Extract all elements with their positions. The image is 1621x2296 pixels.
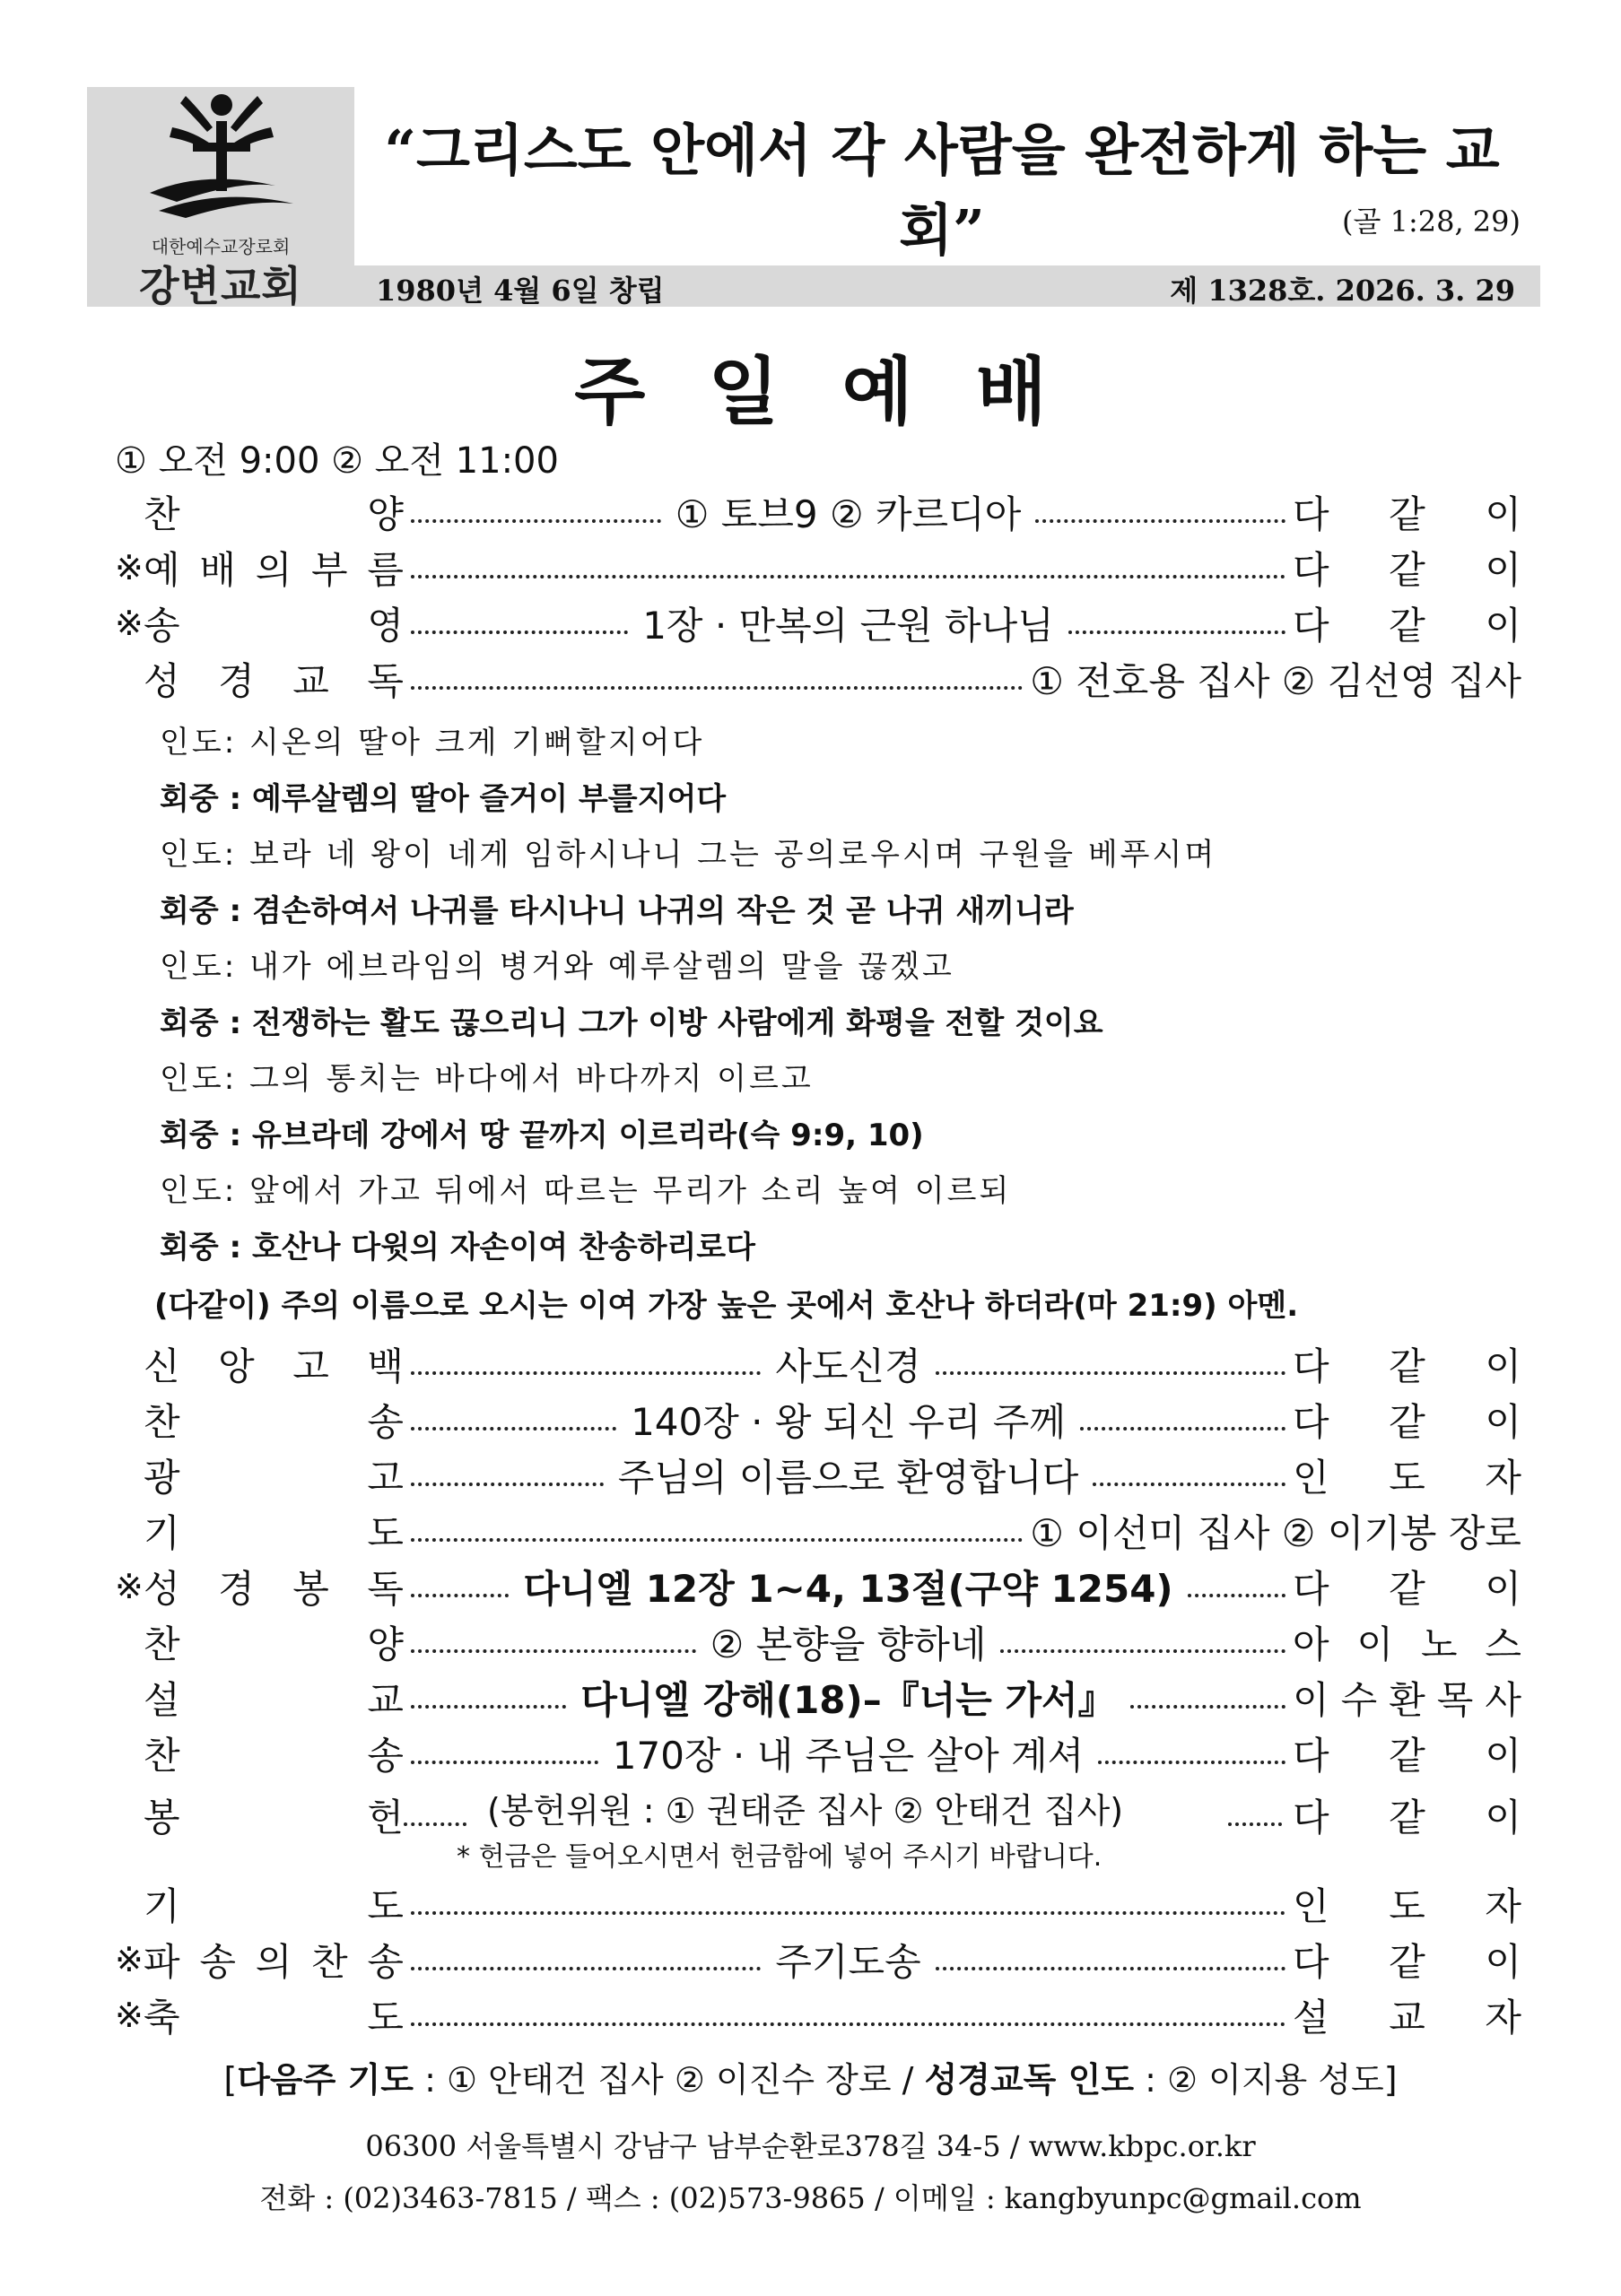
page-title: 주일예배 [574, 350, 1110, 435]
order-row [115, 1616, 1521, 1668]
order-right-char: 다 [1293, 1796, 1329, 1839]
order-label-char: 경 [218, 1567, 255, 1611]
order-label-char: 신 [144, 1344, 180, 1388]
leader-dots [411, 1911, 1285, 1915]
order-item: 주기도송 [775, 1940, 921, 1984]
service-times: ① 오전 9:00 ② 오전 11:00 [115, 440, 559, 482]
order-right-char: 같 [1389, 548, 1425, 592]
order-mark: ※ [115, 548, 144, 587]
reading-congregation: 회중 : 호산나 다윗의 자손이여 찬송하리로다 [160, 1229, 755, 1265]
order-right-char: 아 [1293, 1622, 1329, 1666]
order-label-char: 부 [311, 548, 348, 592]
reading-leader: 인도: 앞에서 가고 뒤에서 따르는 무리가 소리 높여 이르되 [160, 1173, 1012, 1209]
order-label-char: 찬 [144, 1400, 180, 1444]
order-right-char: 교 [1389, 1996, 1425, 2039]
order-label [144, 596, 404, 650]
order-row [115, 1727, 1521, 1779]
order-label [144, 1615, 404, 1669]
order-label-char: 찬 [144, 492, 180, 536]
leader-dots [1228, 1822, 1282, 1826]
offering-note: * 헌금은 들어오시면서 헌금함에 넣어 주시기 바랍니다. [457, 1841, 1102, 1873]
order-label-char: 도 [367, 1884, 404, 1928]
order-right-char: 자 [1485, 1456, 1521, 1500]
leader-dots [411, 686, 1023, 690]
offering-committee: (봉헌위원 : ① 권태준 집사 ② 안태건 집사) [487, 1791, 1124, 1831]
order-item: 1장 · 만복의 근원 하나님 [642, 604, 1054, 648]
order-right-char: 같 [1389, 1344, 1425, 1388]
order-label-char: 양 [367, 1622, 404, 1666]
leader-dots [1080, 1427, 1285, 1431]
order-label [144, 485, 404, 539]
order-row [115, 542, 1521, 594]
reading-leader: 인도: 내가 에브라임의 병거와 예루살렘의 말을 끊겠고 [160, 949, 954, 985]
order-right-char: 이 [1485, 548, 1521, 592]
order-right-char: 이 [1485, 1567, 1521, 1611]
order-label-char: 찬 [311, 1940, 348, 1984]
order-label-char: 찬 [144, 1622, 180, 1666]
reading-leader: 인도: 보라 네 왕이 네게 임하시나니 그는 공의로우시며 구원을 베푸시며 [160, 837, 1217, 873]
order-row [115, 486, 1521, 538]
order-leader [1293, 485, 1521, 539]
leader-dots [1130, 1705, 1285, 1709]
order-mark: ※ [115, 604, 144, 643]
reading-congregation: 회중 : 유브라데 강에서 땅 끝까지 이르리라(슥 9:9, 10) [160, 1117, 924, 1153]
order-label-char: 경 [218, 659, 255, 703]
order-right-char: 다 [1293, 492, 1329, 536]
order-label [144, 1504, 404, 1558]
order-row [115, 1561, 1521, 1613]
order-label-char: 봉 [144, 1796, 180, 1839]
order-label-char: 송 [367, 1734, 404, 1778]
order-label-char: 양 [367, 492, 404, 536]
order-right-char: 자 [1485, 1996, 1521, 2039]
reading-unison: (다같이) 주의 이름으로 오시는 이여 가장 높은 곳에서 호산나 하더라(마 21:9) 아멘. [154, 1288, 1299, 1324]
order-leader [1293, 1933, 1521, 1987]
order-label-char: 파 [144, 1940, 180, 1984]
order-label-char: 기 [144, 1511, 180, 1555]
order-label-char: 설 [144, 1678, 180, 1722]
order-row [115, 1989, 1521, 2041]
order-label-char: 봉 [292, 1567, 329, 1611]
leader-dots [1093, 1483, 1285, 1486]
order-right-char: 노 [1420, 1622, 1458, 1666]
order-label-char: 헌 [367, 1796, 404, 1839]
leader-dots [1098, 1761, 1285, 1764]
order-right-char: 다 [1293, 1400, 1329, 1444]
order-label [144, 1933, 404, 1987]
order-right-char: 이 [1485, 604, 1521, 648]
order-right-char: 이 [1485, 1734, 1521, 1778]
church-affiliation: 대한예수교장로회 [151, 236, 291, 257]
order-label [144, 1393, 404, 1447]
next-prayer-label: 다음주 기도 [237, 2060, 414, 2100]
order-leader [1293, 1393, 1521, 1447]
leader-dots [411, 1649, 696, 1653]
order-right-char: 같 [1389, 604, 1425, 648]
order-right-char: 스 [1485, 1622, 1521, 1666]
leader-dots [411, 575, 1285, 578]
order-label [144, 1726, 404, 1780]
order-label [144, 1877, 404, 1931]
order-right-char: 같 [1389, 1796, 1425, 1839]
church-address: 06300 서울특별시 강남구 남부순환로378길 34-5 / www.kbpc.or.kr [365, 2129, 1256, 2163]
order-item: 주님의 이름으로 환영합니다 [617, 1456, 1079, 1500]
order-right-char: 같 [1389, 1400, 1425, 1444]
leader-dots [411, 1761, 598, 1764]
order-right-char: 같 [1389, 1734, 1425, 1778]
order-leader [1293, 1726, 1521, 1780]
order-row [115, 1934, 1521, 1986]
leader-dots [1000, 1649, 1285, 1653]
order-label-char: 성 [144, 659, 180, 703]
leader-dots [411, 2022, 1285, 2026]
leader-dots [411, 631, 628, 634]
order-row [115, 1672, 1521, 1724]
leader-dots [411, 1594, 509, 1597]
church-logo-block [87, 87, 354, 310]
order-label-char: 기 [144, 1884, 180, 1928]
order-label-char: 축 [144, 1996, 180, 2039]
order-leader [1293, 1560, 1521, 1613]
order-label-char: 송 [199, 1940, 236, 1984]
order-right-char: 자 [1485, 1884, 1521, 1928]
order-row [115, 1505, 1521, 1557]
order-right-char: 다 [1293, 604, 1329, 648]
order-label-char: 고 [367, 1456, 404, 1500]
order-label-char: 독 [367, 1567, 404, 1611]
order-right-char: 다 [1293, 548, 1329, 592]
order-label-char: 교 [292, 659, 329, 703]
order-item: 140장 · 왕 되신 우리 주께 [631, 1400, 1066, 1444]
church-motto: “그리스도 안에서 각 사람을 완전하게 하는 교회” [384, 117, 1500, 263]
order-label-char: 도 [367, 1996, 404, 2039]
order-right-char: 다 [1293, 1344, 1329, 1388]
reading-leader: 인도: 시온의 딸아 크게 기뻐할지어다 [160, 725, 705, 761]
leader-dots [1068, 631, 1285, 634]
order-item: 다니엘 강해(18)–『너는 가서』 [580, 1678, 1116, 1722]
order-label-char: 배 [199, 548, 236, 592]
order-label-char: 고 [292, 1344, 329, 1388]
order-leader [1293, 1448, 1521, 1502]
order-row [115, 1878, 1521, 1930]
order-label-char: 백 [367, 1344, 404, 1388]
order-label-char: 성 [144, 1567, 180, 1611]
order-right-char: 같 [1389, 492, 1425, 536]
order-right-char: 이 [1485, 1940, 1521, 1984]
order-label-char: 앙 [218, 1344, 255, 1388]
reading-leader: 인도: 그의 통치는 바다에서 바다까지 이르고 [160, 1061, 814, 1097]
order-leader [1293, 1877, 1521, 1931]
order-row [115, 653, 1521, 705]
leader-dots [411, 1371, 761, 1375]
next-week-notice: [다음주 기도 : ① 안태건 집사 ② 이진수 장로 / 성경교독 인도 : ② 이지용 성도] [223, 2060, 1398, 2100]
order-item: ① 토브9 ② 카르디아 [675, 492, 1022, 536]
order-right-char: 다 [1293, 1734, 1329, 1778]
leader-dots [411, 1427, 616, 1431]
order-label-char: 송 [367, 1400, 404, 1444]
issue-number: 제 1328호. 2026. 3. 29 [1170, 274, 1515, 308]
order-right-char: 수 [1340, 1678, 1378, 1722]
order-label [144, 1788, 404, 1842]
order-label [144, 1560, 404, 1613]
order-label-char: 의 [255, 548, 292, 592]
order-mark: ※ [115, 1940, 144, 1979]
founded-date: 1980년 4월 6일 창립 [376, 274, 665, 308]
order-label-char: 의 [255, 1940, 292, 1984]
order-label [144, 1337, 404, 1391]
order-label-char: 송 [367, 1940, 404, 1984]
church-contact: 전화 : (02)3463-7815 / 팩스 : (02)573-9865 / 이메일 : kangbyunpc@gmail.com [259, 2181, 1362, 2215]
order-row [115, 1449, 1521, 1501]
order-label-char: 송 [144, 604, 180, 648]
order-right-char: 이 [1293, 1678, 1329, 1722]
order-label [144, 541, 404, 595]
order-label-char: 영 [367, 604, 404, 648]
order-leader [1293, 1988, 1521, 2042]
order-label [144, 1671, 404, 1725]
order-label-char: 찬 [144, 1734, 180, 1778]
order-right-char: 이 [1485, 1400, 1521, 1444]
order-label-char: 교 [367, 1678, 404, 1722]
order-mark: ※ [115, 1996, 144, 2035]
order-leader [1293, 1337, 1521, 1391]
order-row [115, 1394, 1521, 1446]
order-label-char: 예 [144, 548, 180, 592]
order-right-char: 인 [1293, 1884, 1329, 1928]
order-right-char: 설 [1293, 1996, 1329, 2039]
order-label-char: 독 [367, 659, 404, 703]
order-label-char: 름 [367, 548, 404, 592]
order-right-char: 목 [1436, 1678, 1474, 1722]
order-label [144, 1988, 404, 2042]
next-prayer: ① 안태건 집사 ② 이진수 장로 [446, 2060, 892, 2100]
order-right-char: 이 [1485, 1796, 1521, 1839]
order-item: ② 본향을 향하네 [710, 1622, 987, 1666]
order-right [1293, 1788, 1521, 1842]
leader-dots [936, 1967, 1285, 1970]
order-right-char: 사 [1485, 1678, 1521, 1722]
leader-dots [936, 1371, 1285, 1375]
order-leader [1293, 596, 1521, 650]
order-right-char: 다 [1293, 1567, 1329, 1611]
order-right-char: 도 [1389, 1456, 1425, 1500]
order-label-char: 도 [367, 1511, 404, 1555]
order-row [115, 597, 1521, 649]
church-logo-icon [141, 87, 302, 235]
order-row [115, 1338, 1521, 1390]
leader-dots [411, 1705, 566, 1709]
info-bar [354, 265, 1540, 307]
order-leader [1293, 541, 1521, 595]
next-reading-label: 성경교독 인도 [924, 2060, 1135, 2100]
order-item: 사도신경 [775, 1344, 921, 1388]
order-item: 170장 · 내 주님은 살아 계셔 [612, 1734, 1085, 1778]
order-mark: ※ [115, 1567, 144, 1606]
order-leader [1293, 1671, 1521, 1725]
leader-dots [411, 1538, 1023, 1542]
order-right-char: 같 [1389, 1567, 1425, 1611]
order-right-char: 환 [1389, 1678, 1425, 1722]
leader-dots [411, 519, 661, 523]
order-item: 다니엘 12장 1~4, 13절(구약 1254) [523, 1567, 1173, 1611]
order-right-char: 이 [1485, 1344, 1521, 1388]
order-right-char: 같 [1389, 1940, 1425, 1984]
order-label-char: 광 [144, 1456, 180, 1500]
order-right-char: 이 [1356, 1622, 1394, 1666]
order-leader: ① 이선미 집사 ② 이기봉 장로 [1030, 1511, 1521, 1555]
order-right-char: 인 [1293, 1456, 1329, 1500]
reading-congregation: 회중 : 겸손하여서 나귀를 타시나니 나귀의 작은 것 곧 나귀 새끼니라 [160, 892, 1074, 929]
order-label [144, 652, 404, 706]
motto-reference: (골 1:28, 29) [1342, 204, 1521, 239]
leader-dots [404, 1822, 466, 1826]
order-right-char: 도 [1389, 1884, 1425, 1928]
reading-congregation: 회중 : 전쟁하는 활도 끊으리니 그가 이방 사람에게 화평을 전할 것이요 [160, 1004, 1103, 1041]
leader-dots [1188, 1594, 1285, 1597]
order-label [144, 1448, 404, 1502]
order-right-char: 이 [1485, 492, 1521, 536]
order-leader: ① 전호용 집사 ② 김선영 집사 [1030, 659, 1521, 703]
church-name: 강변교회 [139, 262, 302, 310]
order-leader [1293, 1615, 1521, 1669]
leader-dots [411, 1483, 604, 1486]
leader-dots [411, 1967, 761, 1970]
leader-dots [1035, 519, 1285, 523]
order-right-char: 다 [1293, 1940, 1329, 1984]
reading-congregation: 회중 : 예루살렘의 딸아 즐거이 부를지어다 [160, 780, 727, 817]
next-reading: ② 이지용 성도 [1167, 2060, 1384, 2100]
